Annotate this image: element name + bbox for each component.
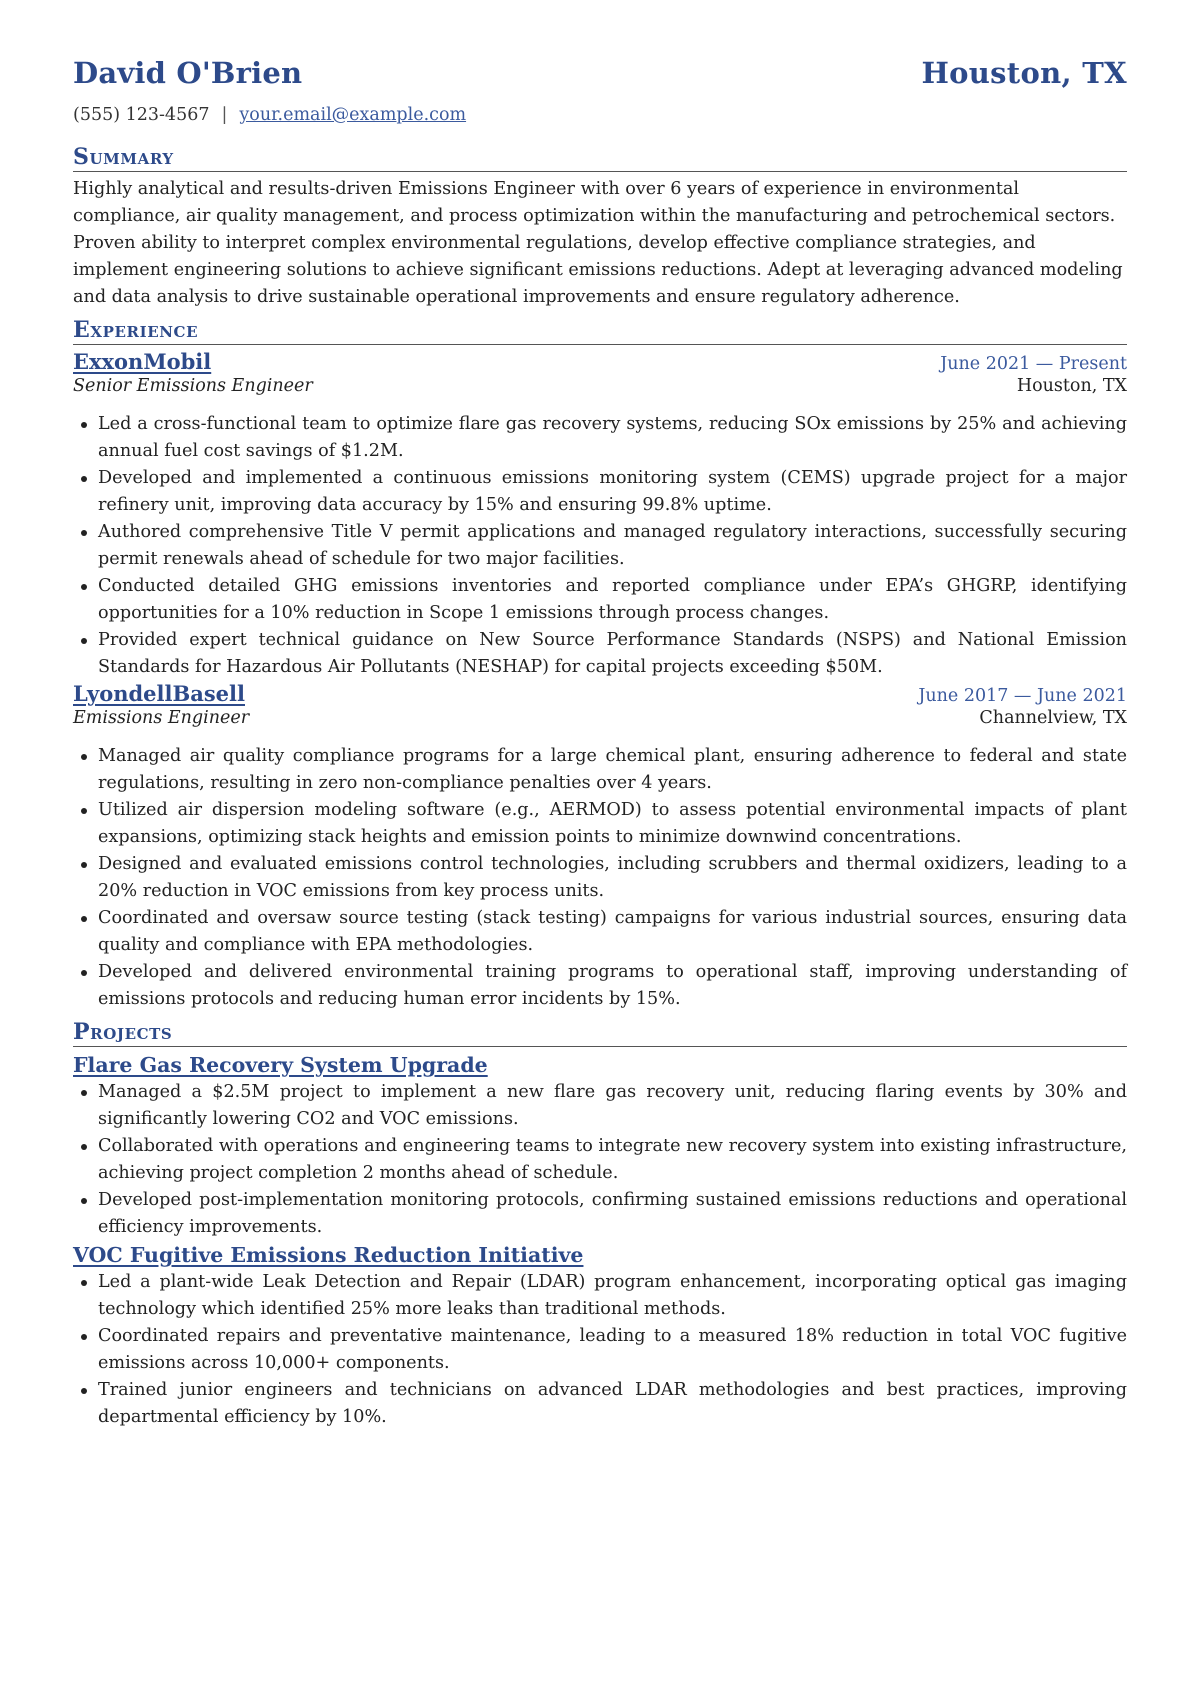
project-entry <box>73 1051 1127 1241</box>
experience-heading: Experience <box>73 317 1127 345</box>
project-title[interactable]: Flare Gas Recovery System Upgrade <box>73 1053 488 1077</box>
summary-section <box>73 144 1127 311</box>
contact-separator: | <box>221 105 228 125</box>
list-item: Developed post-implementation monitoring protocols, confirming sustained emissions reductions and operational efficiency improvements. <box>73 1187 1127 1241</box>
job-subheader <box>73 376 1127 406</box>
job-header <box>73 349 1127 378</box>
projects-heading: Projects <box>73 1019 1127 1047</box>
job-header <box>73 681 1127 710</box>
company-name[interactable]: LyondellBasell <box>73 681 245 706</box>
list-item: Trained junior engineers and technicians on advanced LDAR methodologies and best practices, improving departmental efficiency by 10%. <box>73 1377 1127 1431</box>
resume-page <box>73 56 1127 1431</box>
summary-text: Highly analytical and results-driven Emissions Engineer with over 6 years of experience in environmental compliance, air quality management, and process optimization within the manufacturing and petrochemical sectors. Proven ability to interpret complex environmental regulations, develop effective compliance strategies, and implement engineering solutions to achieve significant emissions reductions. Adept at leveraging advanced modeling and data analysis to drive sustainable operational improvements and ensure regulatory adherence. <box>73 179 1123 307</box>
resume-header <box>73 56 1127 106</box>
email-link[interactable]: your.email@example.com <box>239 105 467 125</box>
list-item: Managed air quality compliance programs for a large chemical plant, ensuring adherence to federal and state regulations, resulting in zero non-compliance penalties over 4 years. <box>73 743 1127 797</box>
project-entry <box>73 1241 1127 1431</box>
projects-section <box>73 1019 1127 1431</box>
project-bullets <box>73 1079 1127 1241</box>
job-location: Channelview, TX <box>979 708 1127 728</box>
list-item: Provided expert technical guidance on New Source Performance Standards (NSPS) and National Emission Standards for Hazardous Air Pollutants (NESHAP) for capital projects exceeding $50M. <box>73 627 1127 681</box>
list-item: Coordinated and oversaw source testing (stack testing) campaigns for various industrial sources, ensuring data quality and compliance with EPA methodologies. <box>73 905 1127 959</box>
phone-number: (555) 123-4567 <box>73 105 210 125</box>
list-item: Collaborated with operations and engineering teams to integrate new recovery system into existing infrastructure, achieving project completion 2 months ahead of schedule. <box>73 1133 1127 1187</box>
contact-line <box>73 105 1127 135</box>
job-bullets <box>73 411 1127 681</box>
list-item: Developed and implemented a continuous emissions monitoring system (CEMS) upgrade project for a major refinery unit, improving data accuracy by 15% and ensuring 99.8% uptime. <box>73 465 1127 519</box>
job-role: Senior Emissions Engineer <box>73 376 313 396</box>
job-subheader <box>73 708 1127 738</box>
summary-heading: Summary <box>73 144 1127 172</box>
job-bullets <box>73 743 1127 1013</box>
candidate-name: David O'Brien <box>73 56 303 90</box>
list-item: Authored comprehensive Title V permit applications and managed regulatory interactions, successfully securing permit renewals ahead of schedule for two major facilities. <box>73 519 1127 573</box>
job-dates: June 2021 — Present <box>940 354 1127 374</box>
list-item: Conducted detailed GHG emissions inventories and reported compliance under EPA’s GHGRP, identifying opportunities for a 10% reduction in Scope 1 emissions through process changes. <box>73 573 1127 627</box>
candidate-location: Houston, TX <box>921 56 1127 90</box>
list-item: Managed a $2.5M project to implement a new flare gas recovery unit, reducing flaring events by 30% and significantly lowering CO2 and VOC emissions. <box>73 1079 1127 1133</box>
job-location: Houston, TX <box>1016 376 1127 396</box>
project-bullets <box>73 1269 1127 1431</box>
list-item: Led a plant-wide Leak Detection and Repair (LDAR) program enhancement, incorporating optical gas imaging technology which identified 25% more leaks than traditional methods. <box>73 1269 1127 1323</box>
list-item: Designed and evaluated emissions control technologies, including scrubbers and thermal oxidizers, leading to a 20% reduction in VOC emissions from key process units. <box>73 851 1127 905</box>
job-role: Emissions Engineer <box>73 708 250 728</box>
list-item: Utilized air dispersion modeling software (e.g., AERMOD) to assess potential environmental impacts of plant expansions, optimizing stack heights and emission points to minimize downwind concentrations. <box>73 797 1127 851</box>
job-dates: June 2017 — June 2021 <box>918 686 1127 706</box>
list-item: Led a cross-functional team to optimize flare gas recovery systems, reducing SOx emissions by 25% and achieving annual fuel cost savings of $1.2M. <box>73 411 1127 465</box>
list-item: Coordinated repairs and preventative maintenance, leading to a measured 18% reduction in total VOC fugitive emissions across 10,000+ components. <box>73 1323 1127 1377</box>
company-name[interactable]: ExxonMobil <box>73 349 212 374</box>
list-item: Developed and delivered environmental training programs to operational staff, improving understanding of emissions protocols and reducing human error incidents by 15%. <box>73 959 1127 1013</box>
experience-section <box>73 317 1127 1013</box>
project-title[interactable]: VOC Fugitive Emissions Reduction Initiative <box>73 1243 584 1267</box>
job-entry-exxonmobil <box>73 349 1127 681</box>
job-entry-lyondellbasell <box>73 681 1127 1013</box>
